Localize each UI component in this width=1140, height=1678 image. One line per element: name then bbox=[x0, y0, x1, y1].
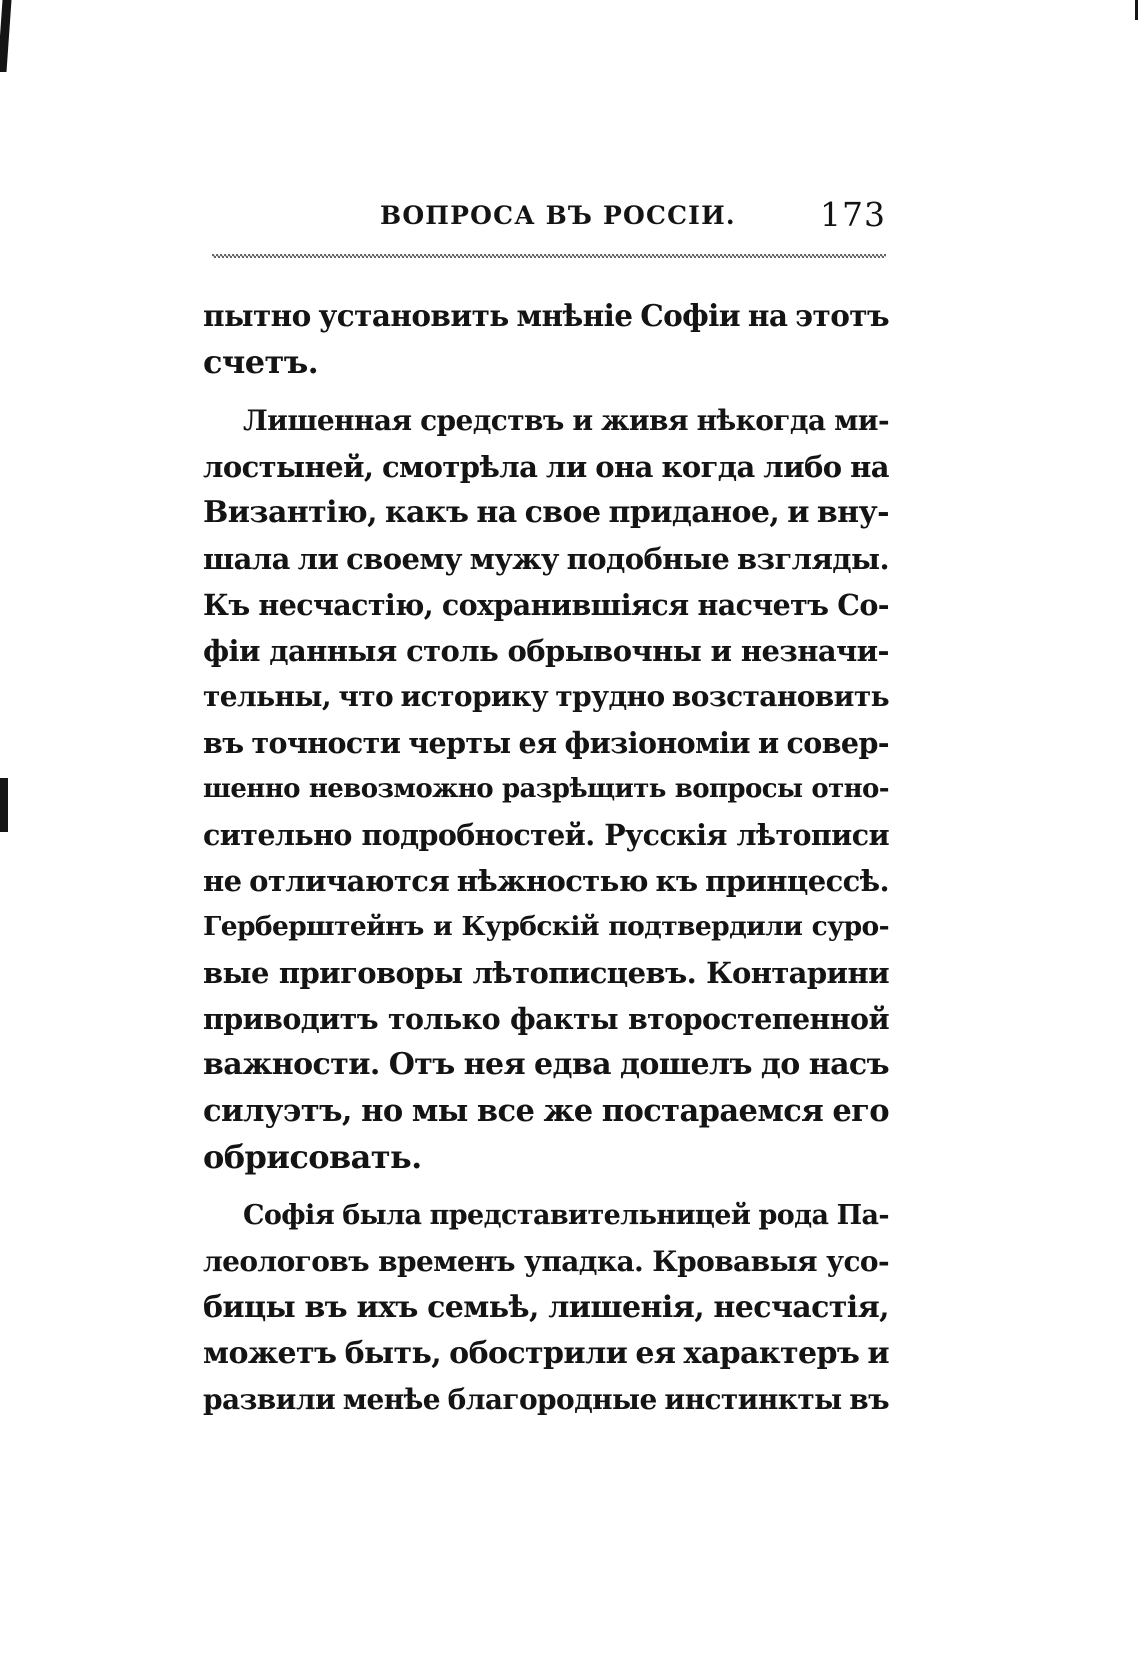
text-line: пытно установить мнѣніе Софіи на этотъ bbox=[203, 298, 889, 333]
text-line: въ точности черты ея физіономіи и совер- bbox=[203, 726, 889, 760]
paragraph bbox=[203, 293, 889, 385]
paragraph bbox=[203, 398, 889, 1180]
text-line: Къ несчастію, сохранившіяся насчетъ Со- bbox=[203, 588, 889, 622]
text-line: вые приговоры лѣтописцевъ. Контарини bbox=[203, 956, 889, 990]
text-line: счетъ. bbox=[203, 343, 319, 381]
paragraph bbox=[203, 1193, 889, 1423]
text-line: обрисовать. bbox=[203, 1138, 422, 1176]
text-line: сительно подробностей. Русскія лѣтописи bbox=[203, 818, 889, 852]
page-number: 173 bbox=[820, 195, 886, 234]
text-line: приводитъ только факты второстепенной bbox=[203, 1002, 889, 1036]
scan-edge-mark bbox=[1135, 0, 1138, 20]
text-line: не отличаются нѣжностью къ принцессѣ. bbox=[203, 864, 889, 898]
text-line: Герберштейнъ и Курбскій подтвердили суро- bbox=[203, 911, 889, 942]
text-line: развили менѣе благородные инстинкты въ bbox=[203, 1383, 889, 1416]
text-line: Византію, какъ на свое приданое, и вну- bbox=[203, 495, 889, 530]
text-line: силуэтъ, но мы все же постараемся его bbox=[203, 1093, 889, 1129]
body-text bbox=[203, 293, 889, 1423]
text-line: шенно невозможно разрѣщить вопросы отно- bbox=[203, 774, 889, 804]
text-line: тельны, что историку трудно возстановить bbox=[203, 680, 889, 713]
text-line: можетъ быть, обострили ея характеръ и bbox=[203, 1336, 889, 1371]
text-line: шала ли своему мужу подобные взгляды. bbox=[203, 542, 889, 576]
text-line: Лишенная средствъ и живя нѣкогда ми- bbox=[243, 404, 889, 437]
text-line: леологовъ временъ упадка. Кровавыя усо- bbox=[203, 1245, 889, 1278]
text-line: важности. Отъ нея едва дошелъ до насъ bbox=[203, 1047, 889, 1082]
scan-edge-mark bbox=[0, 0, 12, 72]
text-line: Софія была представительницей рода Па- bbox=[243, 1200, 889, 1231]
text-line: фіи данныя столь обрывочны и незначи- bbox=[203, 634, 889, 668]
header-rule bbox=[212, 253, 886, 259]
running-title: ВОПРОСА ВЪ РОССІИ. bbox=[380, 201, 736, 230]
scan-edge-mark bbox=[0, 778, 8, 832]
text-line: бицы въ ихъ семьѣ, лишенія, несчастія, bbox=[203, 1290, 889, 1325]
text-line: лостыней, смотрѣла ли она когда либо на bbox=[203, 450, 889, 484]
running-head bbox=[212, 195, 888, 239]
